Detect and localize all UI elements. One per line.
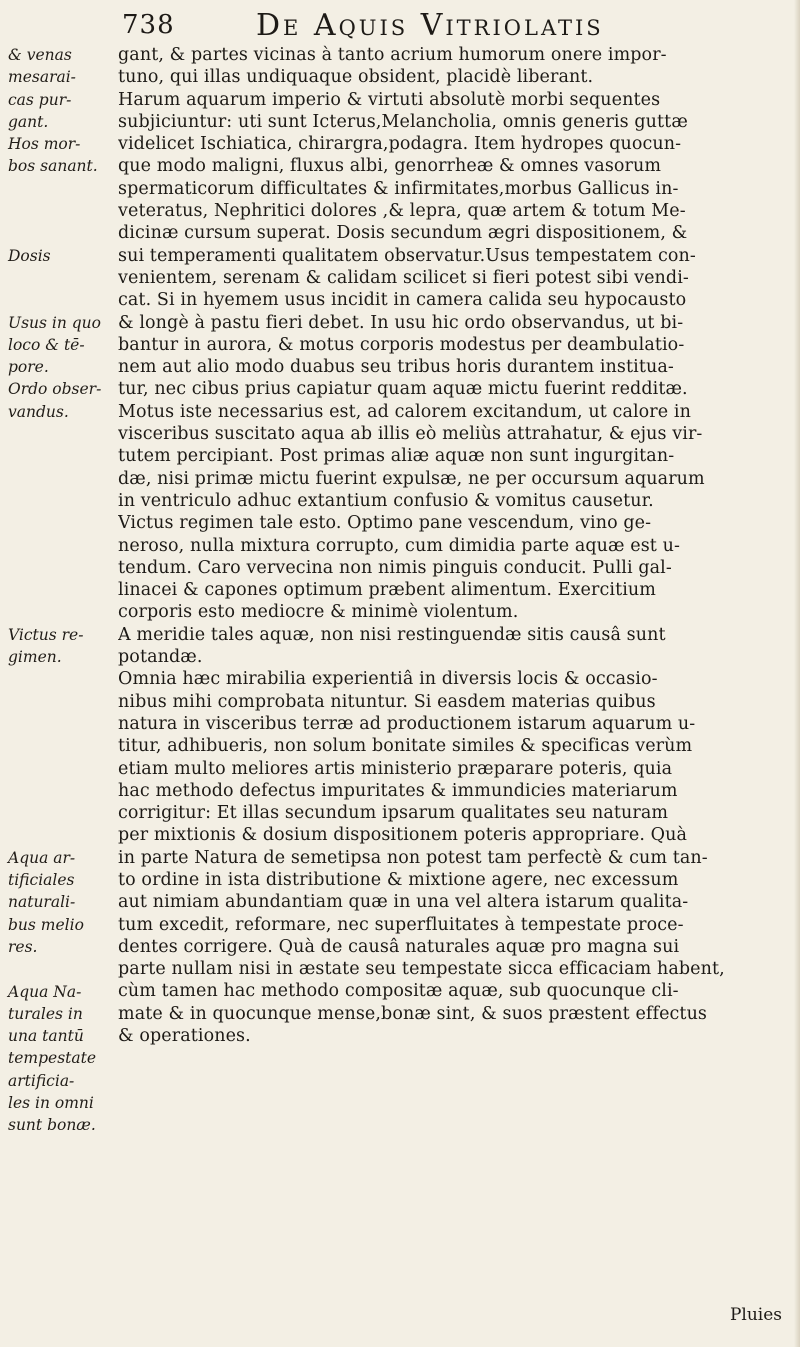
text-line: Victus regimen tale esto. Optimo pane vescendum, vino ge- <box>118 513 652 534</box>
text-line: tutem percipiant. Post primas aliæ aquæ non sunt ingurgitan- <box>118 446 675 467</box>
text-line: nem aut alio modo duabus seu tribus horis durantem instituа- <box>118 357 674 378</box>
text-line: Omnia hæc mirabilia experientiâ in diversis locis & occasio- <box>118 669 658 690</box>
text-line: dentes corrigere. Quà de causâ naturales aquæ pro magna sui <box>118 936 680 957</box>
text-line: Harum aquarum imperio & virtuti absolutè morbi sequentes <box>118 89 661 110</box>
text-line: veteratus, Nephritici dolores ,& lepra, quæ artem & totum Me- <box>118 201 686 222</box>
text-line: titur, adhibueris, non solum bonitate similes & specificas verùm <box>118 736 693 757</box>
text-line: gant, & partes vicinas à tanto acrium humorum onere impor- <box>118 45 667 65</box>
page-header <box>0 4 800 44</box>
text-line: corrigitur: Et illas secundum ipsarum qualitates seu naturam <box>118 803 669 824</box>
page-number: 738 <box>122 10 175 40</box>
text-line: & longè à pastu fieri debet. In usu hic ordo observandus, ut bi- <box>118 312 684 333</box>
text-line: aut nimiam abundantiam quæ in una vel altera istarum qualita- <box>118 892 689 913</box>
text-line: potandæ. <box>118 647 203 668</box>
margin-note: Hos mor- bos sanant. <box>8 135 98 176</box>
text-line: parte nullam nisi in æstate seu tempestate sicca efficaciam habent, <box>118 959 725 980</box>
running-title: De Aquis Vitriolatis <box>256 8 604 43</box>
text-line: nibus mihi comprobata nituntur. Si easdem materias quibus <box>118 691 656 712</box>
page-edge-shading <box>794 0 800 1347</box>
margin-note: Usus in quo loco & tē- pore. Ordo obser- vandus. <box>8 313 102 421</box>
text-line: hac methodo defectus impuritates & immundicies materiarum <box>118 780 678 801</box>
text-line: per mixtionis & dosium dispositionem poteris appropriare. Quà <box>118 825 688 846</box>
text-line: Motus iste necessarius est, ad calorem excitandum, ut calore in <box>118 401 691 422</box>
text-line: mate & in quocunque mense,bonæ sint, & suos præstent effectus <box>118 1003 708 1024</box>
text-line: linacei & capones optimum præbent alimentum. Exercitium <box>118 580 656 601</box>
margin-note: Aqua Na- turales in una tantū tempestate artificia- les in omni sunt bonæ. <box>8 982 97 1135</box>
margin-note: Dosis <box>8 246 51 265</box>
text-line: tum excedit, reformare, nec superfluitates à tempestate proce- <box>118 914 684 935</box>
text-line: natura in visceribus terræ ad productionem istarum aquarum u- <box>118 713 696 734</box>
text-line: sui temperamenti qualitatem observatur.Usus tempestatem con- <box>118 245 696 266</box>
text-line: videlicet Ischiatica, chirargra,podagra. Item hydropes quocun- <box>118 134 682 155</box>
text-line: to ordine in ista distributione & mixtione agere, nec excessum <box>118 869 679 890</box>
text-line: dæ, nisi primæ mictu fuerint expulsæ, ne per occursum aquarum <box>118 468 705 489</box>
text-line: & operationes. <box>118 1026 251 1047</box>
text-line: tuno, qui illas undiquaque obsident, placidè liberant. <box>118 67 594 88</box>
text-line: tendum. Caro vervecina non nimis pinguis conducit. Pulli gal- <box>118 557 672 578</box>
text-line: etiam multo meliores artis ministerio præparare poteris, quia <box>118 758 673 779</box>
text-line: corporis esto mediocre & minimè violentum. <box>118 602 519 623</box>
text-line: dicinæ cursum superat. Dosis secundum ægri dispositionem, & <box>118 223 688 244</box>
text-line: visceribus suscitato aqua ab illis eò meliùs attrahatur, & ejus vir- <box>118 424 703 445</box>
text-line: spermaticorum difficultates & infirmitates,morbus Gallicus in- <box>118 178 679 199</box>
margin-note: & venas mesarai- cas pur- gant. <box>8 46 76 131</box>
text-line: in ventriculo adhuc extantium confusio & vomitus causetur. <box>118 490 654 511</box>
text-line: bantur in aurora, & motus corporis modestus per deambulatio- <box>118 334 685 355</box>
margin-note: Victus re- gimen. <box>8 625 84 667</box>
text-line: neroso, nulla mixtura corrupto, cum dimidia parte aquæ est u- <box>118 535 680 556</box>
text-line: tur, nec cibus prius capiatur quam aquæ mictu fuerint redditæ. <box>118 379 688 400</box>
text-line: que modo maligni, fluxus albi, genorrheæ & omnes vasorum <box>118 156 662 177</box>
text-line: in parte Natura de semetipsa non potest tam perfectè & cum tan- <box>118 847 708 868</box>
text-line: cat. Si in hyemem usus incidit in camera calida seu hypocausto <box>118 290 687 311</box>
text-line: subjiciuntur: uti sunt Icterus,Melancholia, omnis generis guttæ <box>118 111 688 132</box>
text-line: venientem, serenam & calidam scilicet si fieri potest sibi vendi- <box>118 267 689 288</box>
margin-note: Aqua ar- tificiales naturali- bus melio res. <box>8 848 84 956</box>
text-line: A meridie tales aquæ, non nisi restinguendæ sitis causâ sunt <box>118 624 666 645</box>
body-text <box>118 44 790 1047</box>
text-line: cùm tamen hac methodo compositæ aquæ, sub quocunque cli- <box>118 981 679 1002</box>
catchword: Pluies <box>729 1305 782 1325</box>
